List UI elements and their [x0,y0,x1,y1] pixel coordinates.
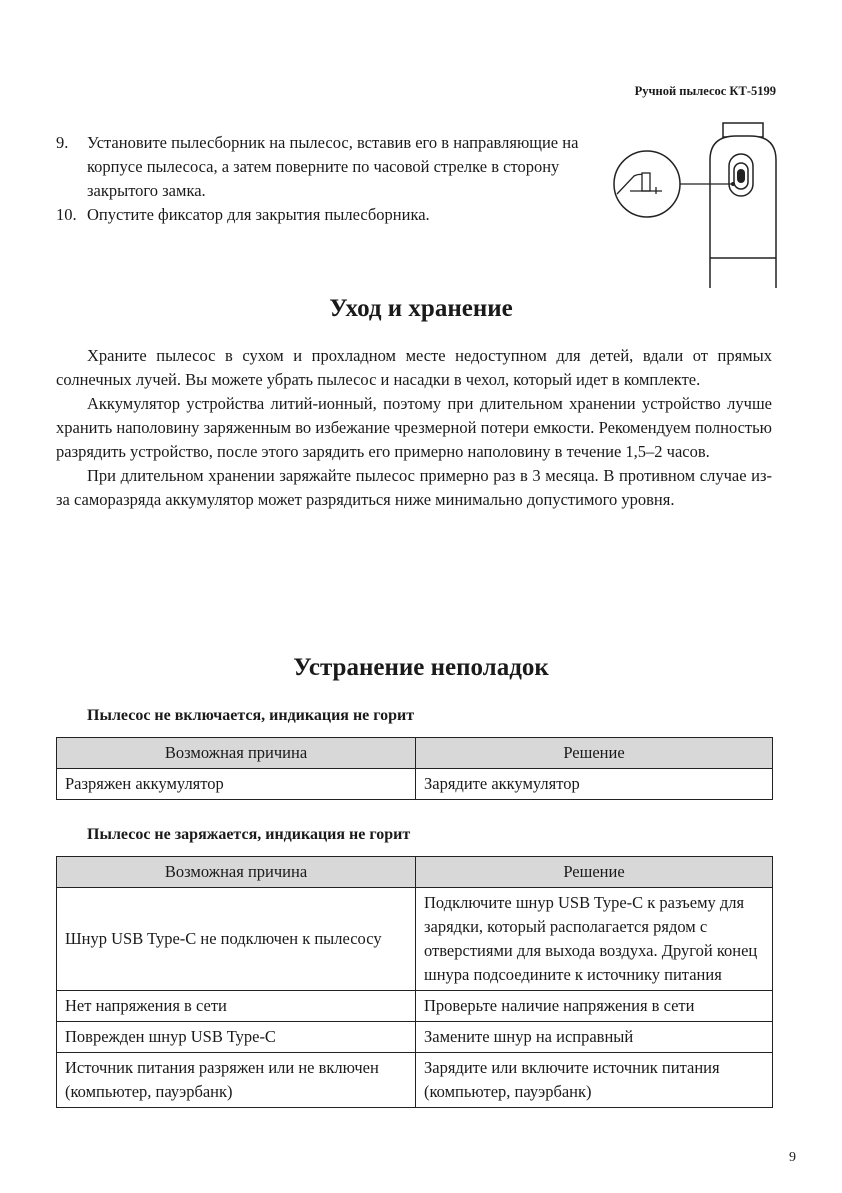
table-row [57,1053,773,1108]
solution-cell: Зарядите или включите источник питания (компьютер, пауэрбанк) [416,1053,773,1108]
page-number: 9 [789,1150,796,1165]
troubleshooting-title: Устранение неполадок [293,654,549,681]
solution-column-header: Решение [416,857,773,888]
cause-cell: Поврежден шнур USB Type-C [57,1022,416,1053]
table-row [57,991,773,1022]
cause-cell: Нет напряжения в сети [57,991,416,1022]
table-row [57,769,773,800]
table-row [57,1022,773,1053]
problem-heading: Пылесос не заряжается, индикация не горит [87,826,411,843]
solution-cell: Замените шнур на исправный [416,1022,773,1053]
assembly-steps [56,131,608,227]
care-paragraph: Храните пылесос в сухом и прохладном месте недоступном для детей, вдали от прямых солнечных лучей. Вы можете убрать пылесос и насадки в чехол, который идет в комплекте. [56,346,772,389]
table-row [57,888,773,991]
cause-cell: Шнур USB Type-C не подключен к пылесосу [57,888,416,991]
step-text: Установите пылесборник на пылесос, вставив его в направляющие на корпусе пылесоса, а затем поверните по часовой стрелке в сторону закрытого замка. [87,133,579,200]
running-header: Ручной пылесос КТ-5199 [634,84,776,98]
care-paragraph: При длительном хранении заряжайте пылесос примерно раз в 3 месяца. В противном случае из-за саморазряда аккумулятор может разрядиться ниже минимально допустимого уровня. [56,466,772,509]
solution-column-header: Решение [416,738,773,769]
solution-cell: Подключите шнур USB Type-C к разъему для зарядки, который располагается рядом с отверстиями для выхода воздуха. Другой конец шнура подсоедините к источнику питания [416,888,773,991]
table-header-row [57,857,773,888]
dust-container-lock-illustration [612,118,782,308]
step-item [56,131,608,203]
table-header-row [57,738,773,769]
care-text [56,344,772,512]
solution-cell: Проверьте наличие напряжения в сети [416,991,773,1022]
care-section-title: Уход и хранение [329,295,513,322]
troubleshooting-table [56,856,773,1108]
step-text: Опустите фиксатор для закрытия пылесборника. [87,205,430,224]
solution-cell: Зарядите аккумулятор [416,769,773,800]
cause-column-header: Возможная причина [57,738,416,769]
step-item [56,203,608,227]
cause-cell: Разряжен аккумулятор [57,769,416,800]
care-paragraph: Аккумулятор устройства литий-ионный, поэтому при длительном хранении устройство лучше хранить наполовину заряженным во избежание чрезмерной потери емкости. Рекомендуем полностью разрядить устройство, после этого зарядить его примерно наполовину в течение 1,5–2 часов. [56,394,772,461]
cause-cell: Источник питания разряжен или не включен (компьютер, пауэрбанк) [57,1053,416,1108]
cause-column-header: Возможная причина [57,857,416,888]
troubleshooting-table [56,737,773,800]
problem-heading: Пылесос не включается, индикация не горит [87,707,415,724]
step-number: 9. [56,133,69,152]
step-number: 10. [56,205,77,224]
